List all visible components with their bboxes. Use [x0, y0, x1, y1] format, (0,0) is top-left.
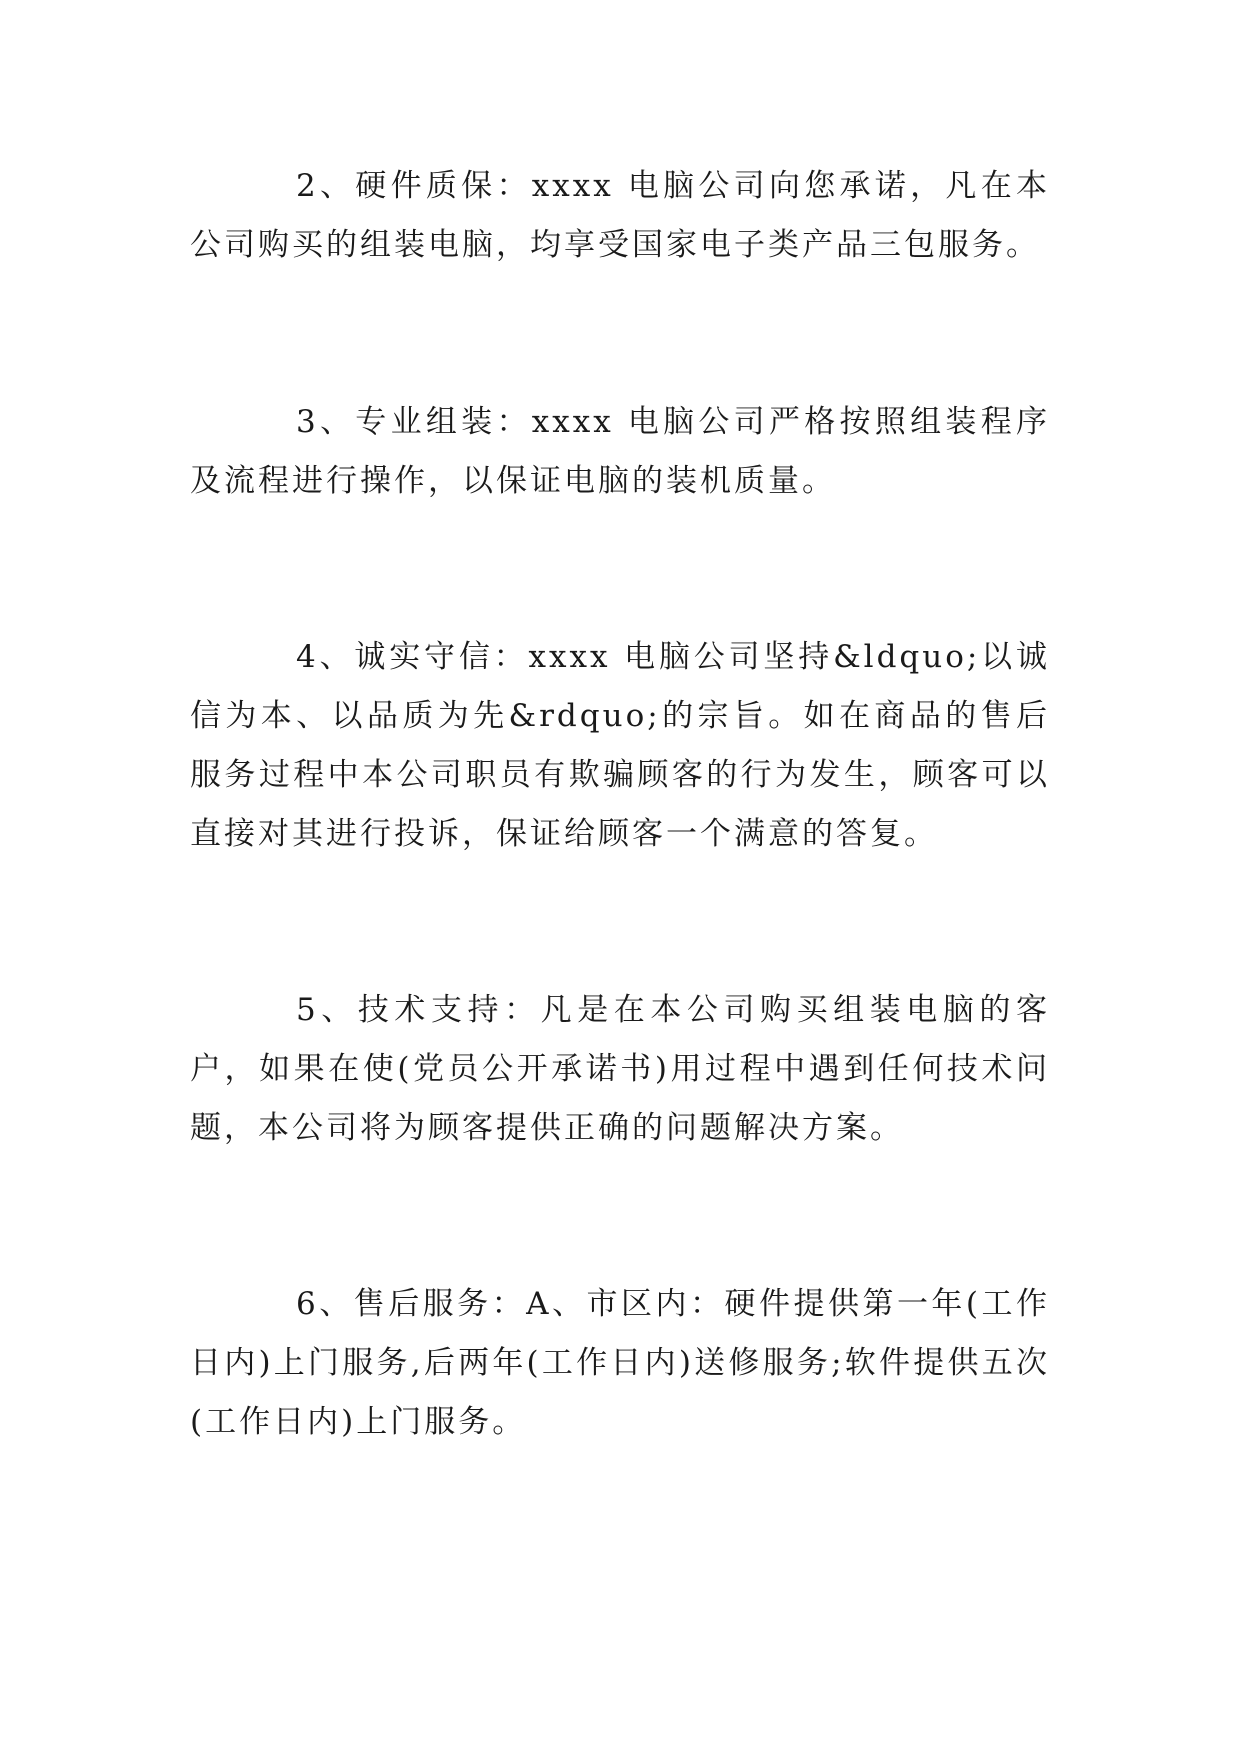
paragraph-after-sales-service: 6、售后服务：A、市区内：硬件提供第一年(工作日内)上门服务,后两年(工作日内)送修服务;软件提供五次(工作日内)上门服务。 — [190, 1286, 1050, 1440]
paragraph-professional-assembly: 3、专业组装：xxxx 电脑公司严格按照组装程序及流程进行操作，以保证电脑的装机质量。 — [190, 404, 1050, 499]
paragraph-hardware-warranty: 2、硬件质保：xxxx 电脑公司向您承诺，凡在本公司购买的组装电脑，均享受国家电子类产品三包服务。 — [190, 168, 1050, 263]
paragraph-honesty: 4、诚实守信：xxxx 电脑公司坚持&ldquo;以诚信为本、以品质为先&rdquo;的宗旨。如在商品的售后服务过程中本公司职员有欺骗顾客的行为发生，顾客可以直接对其进行投诉，保证给顾客一个满意的答复。 — [190, 639, 1050, 852]
paragraph-technical-support: 5、技术支持：凡是在本公司购买组装电脑的客户，如果在使(党员公开承诺书)用过程中遇到任何技术问题，本公司将为顾客提供正确的问题解决方案。 — [190, 992, 1050, 1146]
